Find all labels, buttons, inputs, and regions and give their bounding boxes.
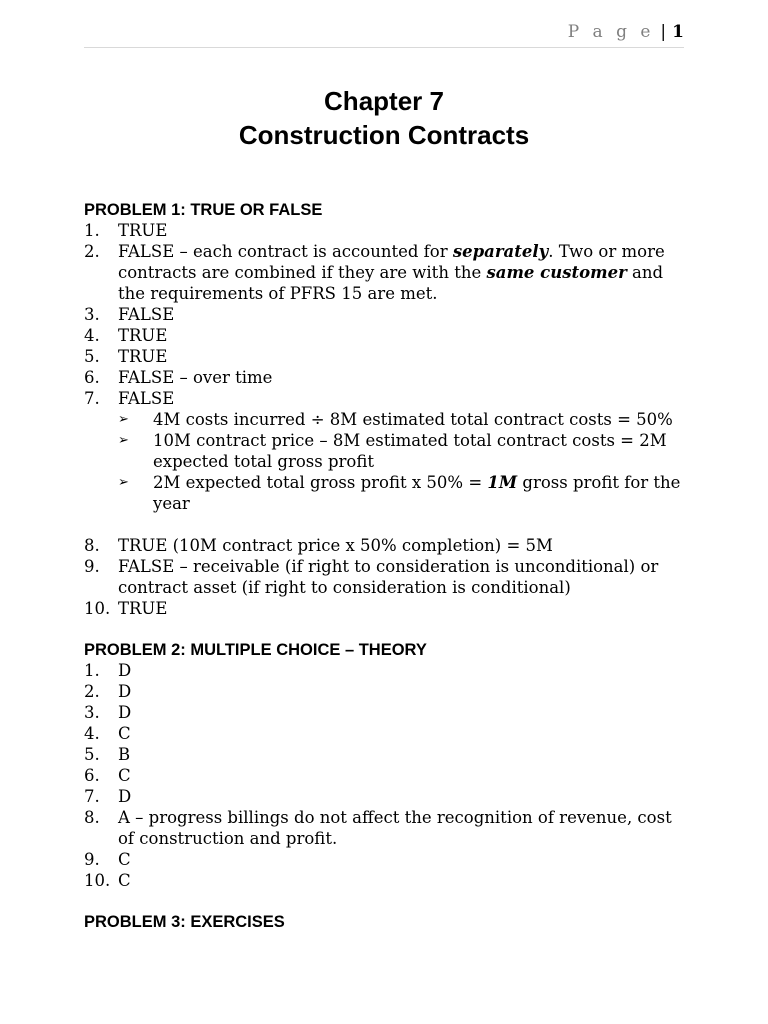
header-rule [84, 47, 684, 48]
page-separator: | [660, 22, 667, 42]
item-number: 8. [84, 536, 100, 555]
list-item [84, 388, 684, 409]
page-header [568, 22, 684, 42]
document-body [84, 200, 684, 932]
chapter-title [0, 84, 768, 152]
list-item [84, 220, 684, 241]
bullet-text: 4M costs incurred ÷ 8M estimated total contract costs = 50% [153, 410, 673, 429]
chapter-number: Chapter 7 [324, 86, 444, 116]
list-item [84, 325, 684, 346]
page-label: P a g e [567, 22, 655, 42]
list-item [84, 744, 684, 765]
list-item [84, 598, 684, 619]
emphasis-same-customer: same customer [486, 263, 627, 282]
item-number: 10. [84, 599, 111, 618]
spacer [84, 891, 684, 912]
text-run: and the requirements of PFRS 15 are met. [118, 263, 664, 303]
item-number: 2. [84, 242, 100, 261]
list-item [84, 807, 684, 849]
emphasis-separately: separately [452, 242, 549, 261]
list-item [84, 367, 684, 388]
text-run: FALSE – each contract is accounted for [118, 242, 453, 261]
list-item [84, 870, 684, 891]
bullet-text: 10M contract price – 8M estimated total contract costs = 2M expected total gross profit [153, 431, 667, 471]
problem2-heading: PROBLEM 2: MULTIPLE CHOICE – THEORY [84, 641, 427, 659]
item-text: D [118, 703, 132, 722]
text-run: gross profit for the year [153, 473, 681, 513]
item-text: D [118, 787, 132, 806]
bullet-item [118, 472, 684, 514]
item-number: 6. [84, 368, 100, 387]
bullet-item [118, 409, 684, 430]
list-item [84, 241, 684, 304]
list-item [84, 849, 684, 870]
item-text: D [118, 682, 132, 701]
item-number: 7. [84, 787, 100, 806]
item-number: 5. [84, 745, 100, 764]
item-text: C [118, 850, 131, 869]
bullet-text [153, 472, 684, 514]
list-item [84, 346, 684, 367]
item-text: D [118, 661, 132, 680]
problem2-list [84, 660, 684, 891]
item-text: TRUE [118, 221, 168, 240]
item-text: FALSE [118, 389, 175, 408]
list-item [84, 786, 684, 807]
spacer [84, 619, 684, 640]
computation-bullets [118, 409, 684, 514]
item-text: C [118, 766, 131, 785]
item-number: 2. [84, 682, 100, 701]
item-text: TRUE (10M contract price x 50% completion) = 5M [118, 536, 553, 555]
text-run: . Two or more contracts are combined if they are with the [118, 242, 665, 282]
item-number: 3. [84, 703, 100, 722]
list-item [84, 702, 684, 723]
list-item [84, 723, 684, 744]
list-item [84, 765, 684, 786]
bullet-item [118, 430, 684, 472]
item-number: 5. [84, 347, 100, 366]
item-text: TRUE [118, 599, 168, 618]
item-number: 4. [84, 326, 100, 345]
item-number: 7. [84, 389, 100, 408]
spacer [84, 514, 684, 535]
item-number: 10. [84, 871, 111, 890]
text-run: 2M expected total gross profit x 50% = [153, 473, 488, 492]
item-number: 9. [84, 557, 100, 576]
item-text: FALSE [118, 305, 175, 324]
item-number: 4. [84, 724, 100, 743]
list-item [84, 681, 684, 702]
list-item [84, 304, 684, 325]
list-item [84, 556, 684, 598]
arrowhead-bullet-icon: ➢ [118, 475, 129, 490]
emphasis-1m: 1M [487, 473, 518, 492]
item-number: 3. [84, 305, 100, 324]
page-number: 1 [672, 22, 684, 42]
item-text: FALSE – over time [118, 368, 273, 387]
problem1-list [84, 220, 684, 619]
item-number: 8. [84, 808, 100, 827]
item-text: A – progress billings do not affect the recognition of revenue, cost of construction and profit. [118, 808, 672, 848]
item-text: FALSE – receivable (if right to consideration is unconditional) or contract asset (if right to consideration is conditional) [118, 557, 659, 597]
problem1-heading: PROBLEM 1: TRUE OR FALSE [84, 201, 323, 219]
item-text: TRUE [118, 347, 168, 366]
item-number: 1. [84, 661, 100, 680]
chapter-name: Construction Contracts [238, 120, 530, 150]
arrowhead-bullet-icon: ➢ [118, 412, 129, 427]
arrowhead-bullet-icon: ➢ [118, 433, 129, 448]
item-text: C [118, 871, 131, 890]
problem3-heading: PROBLEM 3: EXERCISES [84, 913, 285, 931]
item-number: 9. [84, 850, 100, 869]
item-text: TRUE [118, 326, 168, 345]
list-item [84, 535, 684, 556]
item-number: 1. [84, 221, 100, 240]
list-item [84, 660, 684, 681]
item-text: C [118, 724, 131, 743]
item-text: B [118, 745, 131, 764]
item-text [118, 241, 684, 304]
item-number: 6. [84, 766, 100, 785]
